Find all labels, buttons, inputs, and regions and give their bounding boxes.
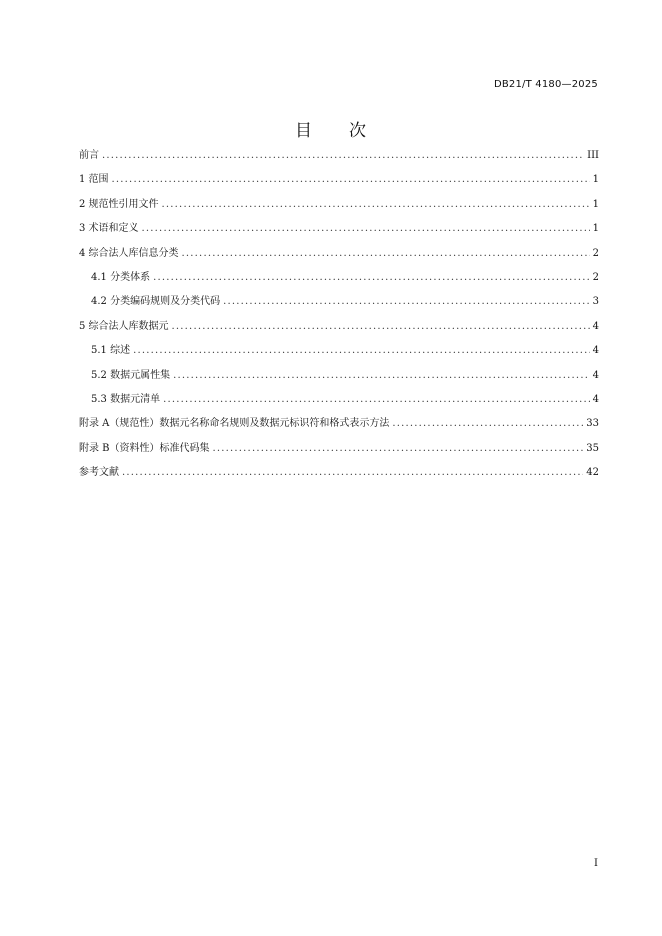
toc-entry[interactable] [79,242,599,266]
toc-dot-leader [172,315,590,339]
toc-entry-page: 1 [592,223,599,235]
toc-entry[interactable] [79,290,599,314]
toc-entry-page: 4 [592,320,599,332]
toc-entry-label: 5 综合法人库数据元 [79,320,169,332]
toc-entry[interactable] [79,217,599,241]
toc-entry-page: 4 [592,393,599,405]
toc-entry[interactable] [79,315,599,339]
toc-entry[interactable] [79,266,599,290]
toc-dot-leader [133,339,590,363]
toc-entry[interactable] [79,193,599,217]
toc-dot-leader [102,144,584,168]
toc-entry-label: 4.2 分类编码规则及分类代码 [91,296,221,308]
toc-entry-page: 2 [592,247,599,259]
toc-dot-leader [163,388,590,412]
toc-entry-page: 4 [592,345,599,357]
toc-title-char-2: 次 [349,121,367,141]
toc-entry-page: III [587,150,599,161]
toc-entry[interactable] [79,412,599,436]
toc-entry-label: 5.2 数据元属性集 [91,369,171,381]
toc-entry-page: 35 [586,442,599,454]
toc-entry-page: 2 [592,271,599,283]
toc-entry[interactable] [79,388,599,412]
toc-dot-leader [112,168,590,192]
toc-entry-label: 1 范围 [79,174,109,186]
toc-dot-leader [142,217,590,241]
toc-entry-label: 2 规范性引用文件 [79,198,159,210]
toc-entry-label: 参考文献 [79,467,119,479]
toc-entry-label: 4 综合法人库信息分类 [79,247,179,259]
toc-entry[interactable] [79,144,599,168]
toc-entry[interactable] [79,168,599,192]
toc-entry[interactable] [79,364,599,388]
toc-dot-leader [153,266,590,290]
toc-entry-label: 前言 [79,150,99,161]
toc-entry-label: 附录 A（规范性）数据元名称命名规则及数据元标识符和格式表示方法 [79,418,390,430]
toc-entry-page: 3 [592,296,599,308]
toc-dot-leader [392,412,583,436]
toc-entry-label: 3 术语和定义 [79,223,139,235]
document-code: DB21/T 4180—2025 [493,79,598,90]
toc-dot-leader [173,364,590,388]
toc-title [0,116,662,141]
page-number: I [594,858,598,869]
toc-dot-leader [182,242,590,266]
toc-title-char-1: 目 [295,121,313,141]
toc-dot-leader [223,290,590,314]
toc-entry-label: 附录 B（资料性）标准代码集 [79,442,210,454]
toc-entry-page: 33 [586,418,599,430]
toc-entry-label: 4.1 分类体系 [91,271,151,283]
toc-entry-page: 1 [592,174,599,186]
toc-entry-page: 1 [592,198,599,210]
toc-entry-page: 4 [592,369,599,381]
toc-entry-page: 42 [586,467,599,479]
toc-entry-label: 5.1 综述 [91,345,131,357]
toc-dot-leader [213,437,584,461]
toc-dot-leader [122,461,583,485]
toc-entry[interactable] [79,339,599,363]
toc-dot-leader [162,193,590,217]
toc-entry[interactable] [79,437,599,461]
toc-entry-label: 5.3 数据元清单 [91,393,161,405]
table-of-contents [79,144,599,485]
toc-entry[interactable] [79,461,599,485]
